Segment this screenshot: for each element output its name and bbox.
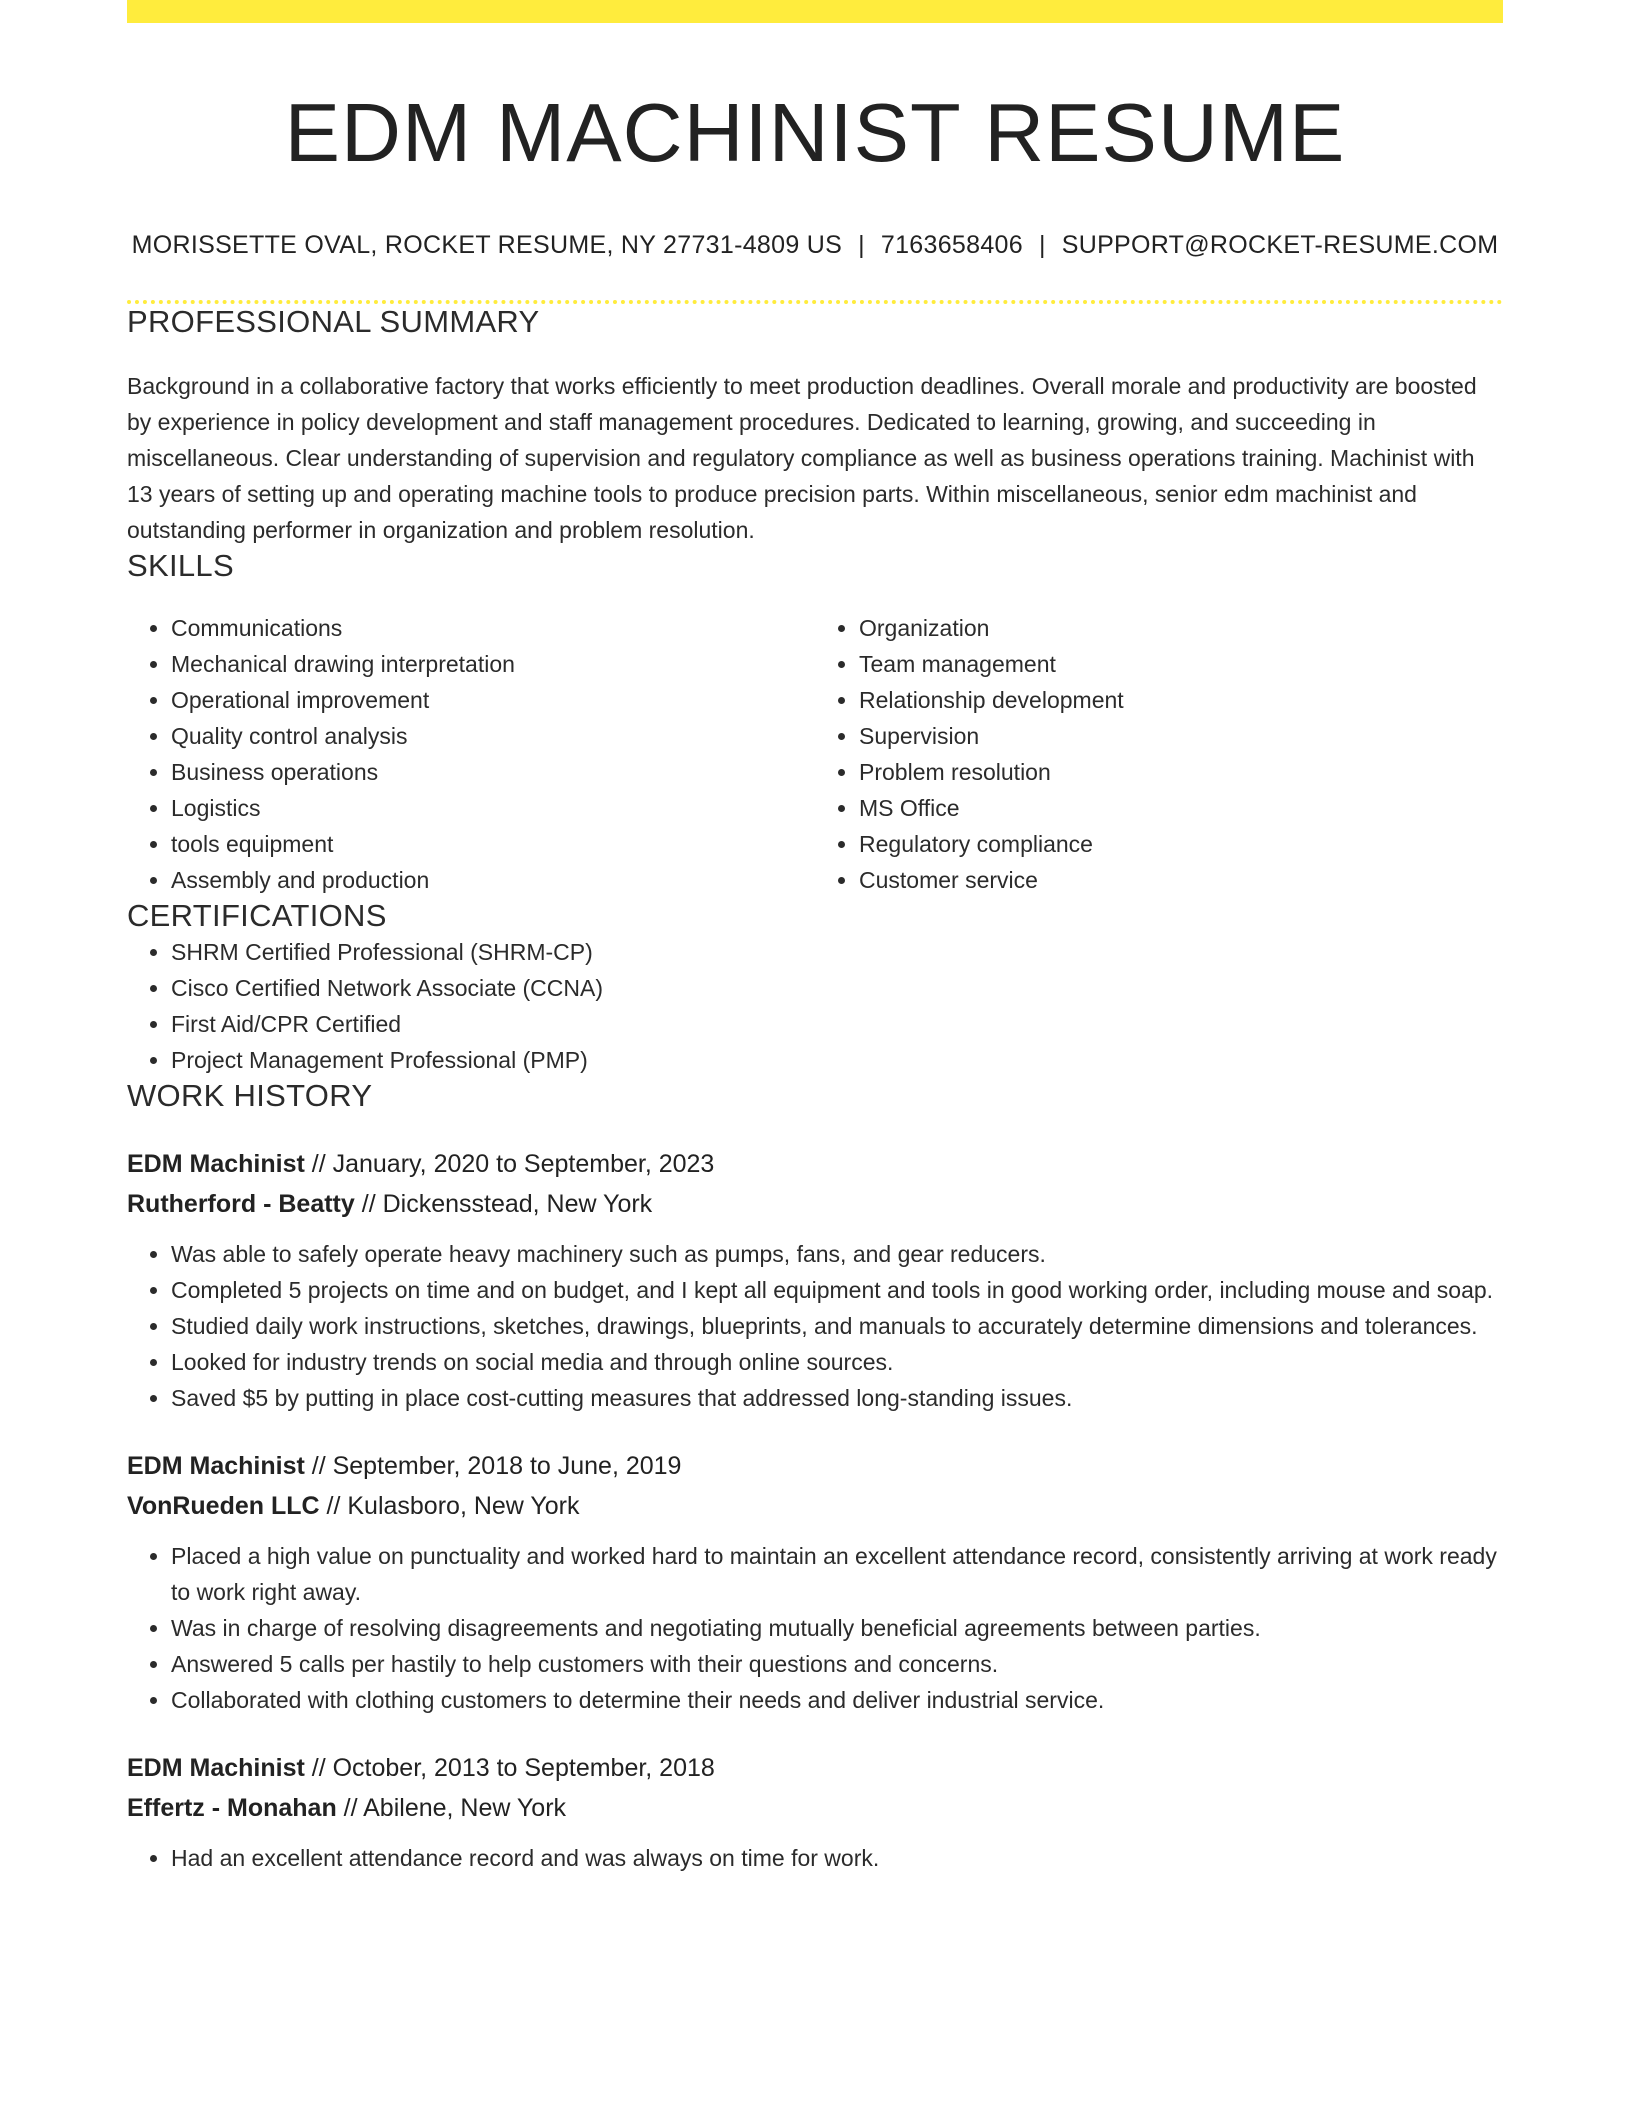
skill-item: • MS Office bbox=[859, 790, 1503, 826]
job-title: EDM Machinist bbox=[127, 1753, 305, 1782]
certification-item: • Cisco Certified Network Associate (CCNA) bbox=[171, 970, 1503, 1006]
skill-item: • Logistics bbox=[171, 790, 815, 826]
skill-item: • Mechanical drawing interpretation bbox=[171, 646, 815, 682]
job-company-line bbox=[127, 1184, 1503, 1224]
accent-top-bar bbox=[127, 0, 1503, 23]
skills-list-left bbox=[127, 610, 815, 898]
job-title-line bbox=[127, 1144, 1503, 1184]
contact-separator: | bbox=[1038, 230, 1046, 259]
skill-item: • Relationship development bbox=[859, 682, 1503, 718]
job-bullet: • Studied daily work instructions, sketches, drawings, blueprints, and manuals to accurately determine dimensions and tolerances. bbox=[171, 1308, 1503, 1344]
job-dates: // September, 2018 to June, 2019 bbox=[311, 1451, 682, 1480]
job-bullets bbox=[127, 1840, 1503, 1876]
certification-item: • First Aid/CPR Certified bbox=[171, 1006, 1503, 1042]
job-dates: // January, 2020 to September, 2023 bbox=[311, 1149, 715, 1178]
job-bullet: • Was in charge of resolving disagreements and negotiating mutually beneficial agreements between parties. bbox=[171, 1610, 1503, 1646]
skill-item: • Business operations bbox=[171, 754, 815, 790]
job-entry bbox=[127, 1144, 1503, 1416]
contact-phone: 7163658406 bbox=[880, 230, 1023, 259]
job-location: // Kulasboro, New York bbox=[326, 1491, 580, 1520]
job-bullets bbox=[127, 1538, 1503, 1718]
skill-item: • Regulatory compliance bbox=[859, 826, 1503, 862]
summary-text: Background in a collaborative factory that works efficiently to meet production deadlines. Overall morale and productivity are boosted by experience in policy development and staff management procedures. Dedicated to learning, growing, and succeeding in miscellaneous. Clear understanding of supervision and regulatory compliance as well as business operations training. Machinist with 13 years of setting up and operating machine tools to produce precision parts. Within miscellaneous, senior edm machinist and outstanding performer in organization and problem resolution. bbox=[127, 372, 1477, 543]
certification-item: • Project Management Professional (PMP) bbox=[171, 1042, 1503, 1078]
contact-line bbox=[127, 231, 1503, 260]
job-company: VonRueden LLC bbox=[127, 1491, 320, 1520]
skill-item: • Organization bbox=[859, 610, 1503, 646]
job-bullet: • Looked for industry trends on social media and through online sources. bbox=[171, 1344, 1503, 1380]
job-bullet: • Completed 5 projects on time and on budget, and I kept all equipment and tools in good working order, including mouse and soap. bbox=[171, 1272, 1503, 1308]
skill-item: • Problem resolution bbox=[859, 754, 1503, 790]
skill-item: • tools equipment bbox=[171, 826, 815, 862]
contact-separator: | bbox=[858, 230, 865, 259]
skill-item: • Supervision bbox=[859, 718, 1503, 754]
resume-content bbox=[127, 23, 1503, 1876]
job-bullet: • Collaborated with clothing customers to determine their needs and deliver industrial service. bbox=[171, 1682, 1503, 1718]
job-title-line bbox=[127, 1748, 1503, 1788]
skill-item: • Team management bbox=[859, 646, 1503, 682]
skill-item: • Assembly and production bbox=[171, 862, 815, 898]
job-dates: // October, 2013 to September, 2018 bbox=[311, 1753, 715, 1782]
job-entry bbox=[127, 1748, 1503, 1876]
job-company-line bbox=[127, 1788, 1503, 1828]
contact-address: MORISSETTE OVAL, ROCKET RESUME, NY 27731-4809 US bbox=[131, 230, 843, 259]
skill-item: • Operational improvement bbox=[171, 682, 815, 718]
job-title-line bbox=[127, 1446, 1503, 1486]
job-entry bbox=[127, 1446, 1503, 1718]
job-title: EDM Machinist bbox=[127, 1451, 305, 1480]
skill-item: • Communications bbox=[171, 610, 815, 646]
job-bullet: • Answered 5 calls per hastily to help customers with their questions and concerns. bbox=[171, 1646, 1503, 1682]
job-company: Rutherford - Beatty bbox=[127, 1189, 355, 1218]
job-location: // Dickensstead, New York bbox=[361, 1189, 653, 1218]
certifications-heading: CERTIFICATIONS bbox=[127, 897, 387, 933]
skills-heading: SKILLS bbox=[127, 547, 234, 583]
resume-title: EDM MACHINIST RESUME bbox=[284, 86, 1346, 179]
job-bullet: • Placed a high value on punctuality and worked hard to maintain an excellent attendance record, consistently arriving at work ready to work right away. bbox=[171, 1538, 1503, 1610]
job-title: EDM Machinist bbox=[127, 1149, 305, 1178]
skills-list-right bbox=[815, 610, 1503, 898]
certifications-list bbox=[127, 934, 1503, 1078]
job-bullet: • Had an excellent attendance record and was always on time for work. bbox=[171, 1840, 1503, 1876]
job-bullets bbox=[127, 1236, 1503, 1416]
job-location: // Abilene, New York bbox=[343, 1793, 567, 1822]
skills-columns bbox=[127, 610, 1503, 898]
contact-email: SUPPORT@ROCKET-RESUME.COM bbox=[1061, 230, 1499, 259]
summary-heading: PROFESSIONAL SUMMARY bbox=[127, 303, 540, 339]
skill-item: • Quality control analysis bbox=[171, 718, 815, 754]
certification-item: • SHRM Certified Professional (SHRM-CP) bbox=[171, 934, 1503, 970]
job-company-line bbox=[127, 1486, 1503, 1526]
job-bullet: • Was able to safely operate heavy machinery such as pumps, fans, and gear reducers. bbox=[171, 1236, 1503, 1272]
job-company: Effertz - Monahan bbox=[127, 1793, 337, 1822]
skill-item: • Customer service bbox=[859, 862, 1503, 898]
job-bullet: • Saved $5 by putting in place cost-cutting measures that addressed long-standing issues. bbox=[171, 1380, 1503, 1416]
work-history-heading: WORK HISTORY bbox=[127, 1077, 373, 1113]
